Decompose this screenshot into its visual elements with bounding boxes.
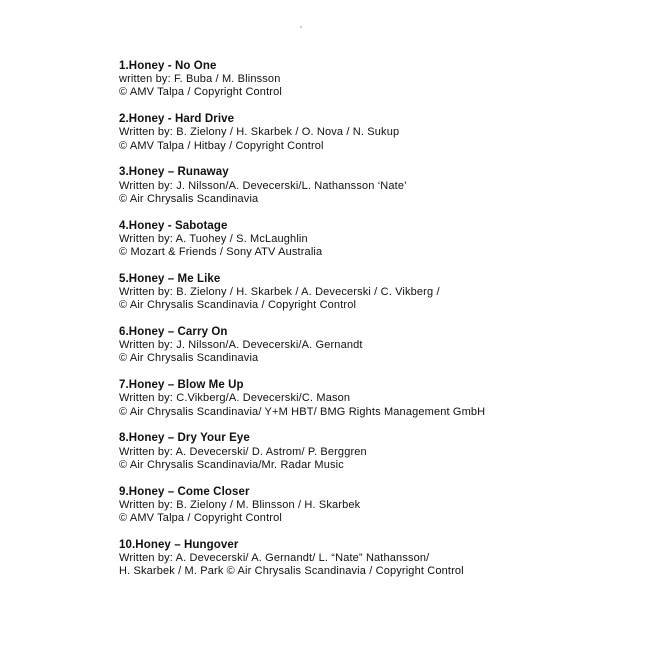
publisher-credit: © AMV Talpa / Copyright Control (119, 512, 282, 525)
track-title: 3.Honey – Runaway (119, 166, 229, 179)
track-title: 4.Honey - Sabotage (119, 219, 228, 232)
writer-credit: Written by: A. Devecerski/ A. Gernandt/ L. “Nate” Nathansson/ (119, 552, 430, 565)
publisher-credit: © Mozart & Friends / Sony ATV Australia (119, 246, 323, 259)
publisher-credit: © Air Chrysalis Scandinavia (119, 352, 259, 365)
writer-credit: Written by: J. Nilsson/A. Devecerski/A. Gernandt (119, 339, 363, 352)
writer-credit: written by: F. Buba / M. Blinsson (119, 73, 281, 86)
track-entry-10 (119, 539, 629, 579)
track-entry-9 (119, 486, 629, 526)
track-title: 2.Honey - Hard Drive (119, 113, 235, 126)
track-title: 9.Honey – Come Closer (119, 485, 250, 498)
track-entry-3 (119, 166, 629, 206)
track-entry-5 (119, 273, 629, 313)
publisher-credit: © Air Chrysalis Scandinavia / Copyright Control (119, 299, 357, 312)
publisher-credit: © AMV Talpa / Copyright Control (119, 86, 282, 99)
writer-credit: Written by: B. Zielony / M. Blinsson / H. Skarbek (119, 498, 361, 511)
track-entry-1 (119, 60, 629, 100)
publisher-credit: © Air Chrysalis Scandinavia (119, 192, 259, 205)
print-speck (300, 26, 302, 28)
track-entry-6 (119, 326, 629, 366)
writer-credit: Written by: B. Zielony / H. Skarbek / A. Devecerski / C. Vikberg / (119, 286, 440, 299)
writer-credit: Written by: J. Nilsson/A. Devecerski/L. Nathansson ‘Nate’ (119, 179, 407, 192)
track-credits-list (119, 60, 629, 592)
publisher-credit: © Air Chrysalis Scandinavia/ Y+M HBT/ BMG Rights Management GmbH (119, 405, 486, 418)
track-entry-8 (119, 432, 629, 472)
writer-credit: Written by: B. Zielony / H. Skarbek / O. Nova / N. Sukup (119, 126, 400, 139)
track-title: 10.Honey – Hungover (119, 538, 239, 551)
track-entry-2 (119, 113, 629, 153)
publisher-credit: © Air Chrysalis Scandinavia/Mr. Radar Music (119, 458, 344, 471)
track-title: 6.Honey – Carry On (119, 326, 228, 339)
track-entry-7 (119, 379, 629, 419)
writer-credit: Written by: A. Devecerski/ D. Astrom/ P. Berggren (119, 445, 367, 458)
track-title: 8.Honey – Dry Your Eye (119, 432, 250, 445)
track-title: 1.Honey - No One (119, 60, 217, 72)
writer-and-publisher-credit: H. Skarbek / M. Park © Air Chrysalis Scandinavia / Copyright Control (119, 565, 464, 578)
track-entry-4 (119, 220, 629, 260)
track-title: 7.Honey – Blow Me Up (119, 379, 244, 392)
writer-credit: Written by: C.Vikberg/A. Devecerski/C. Mason (119, 392, 351, 405)
writer-credit: Written by: A. Tuohey / S. McLaughlin (119, 232, 308, 245)
track-title: 5.Honey – Me Like (119, 272, 221, 285)
publisher-credit: © AMV Talpa / Hitbay / Copyright Control (119, 139, 324, 152)
